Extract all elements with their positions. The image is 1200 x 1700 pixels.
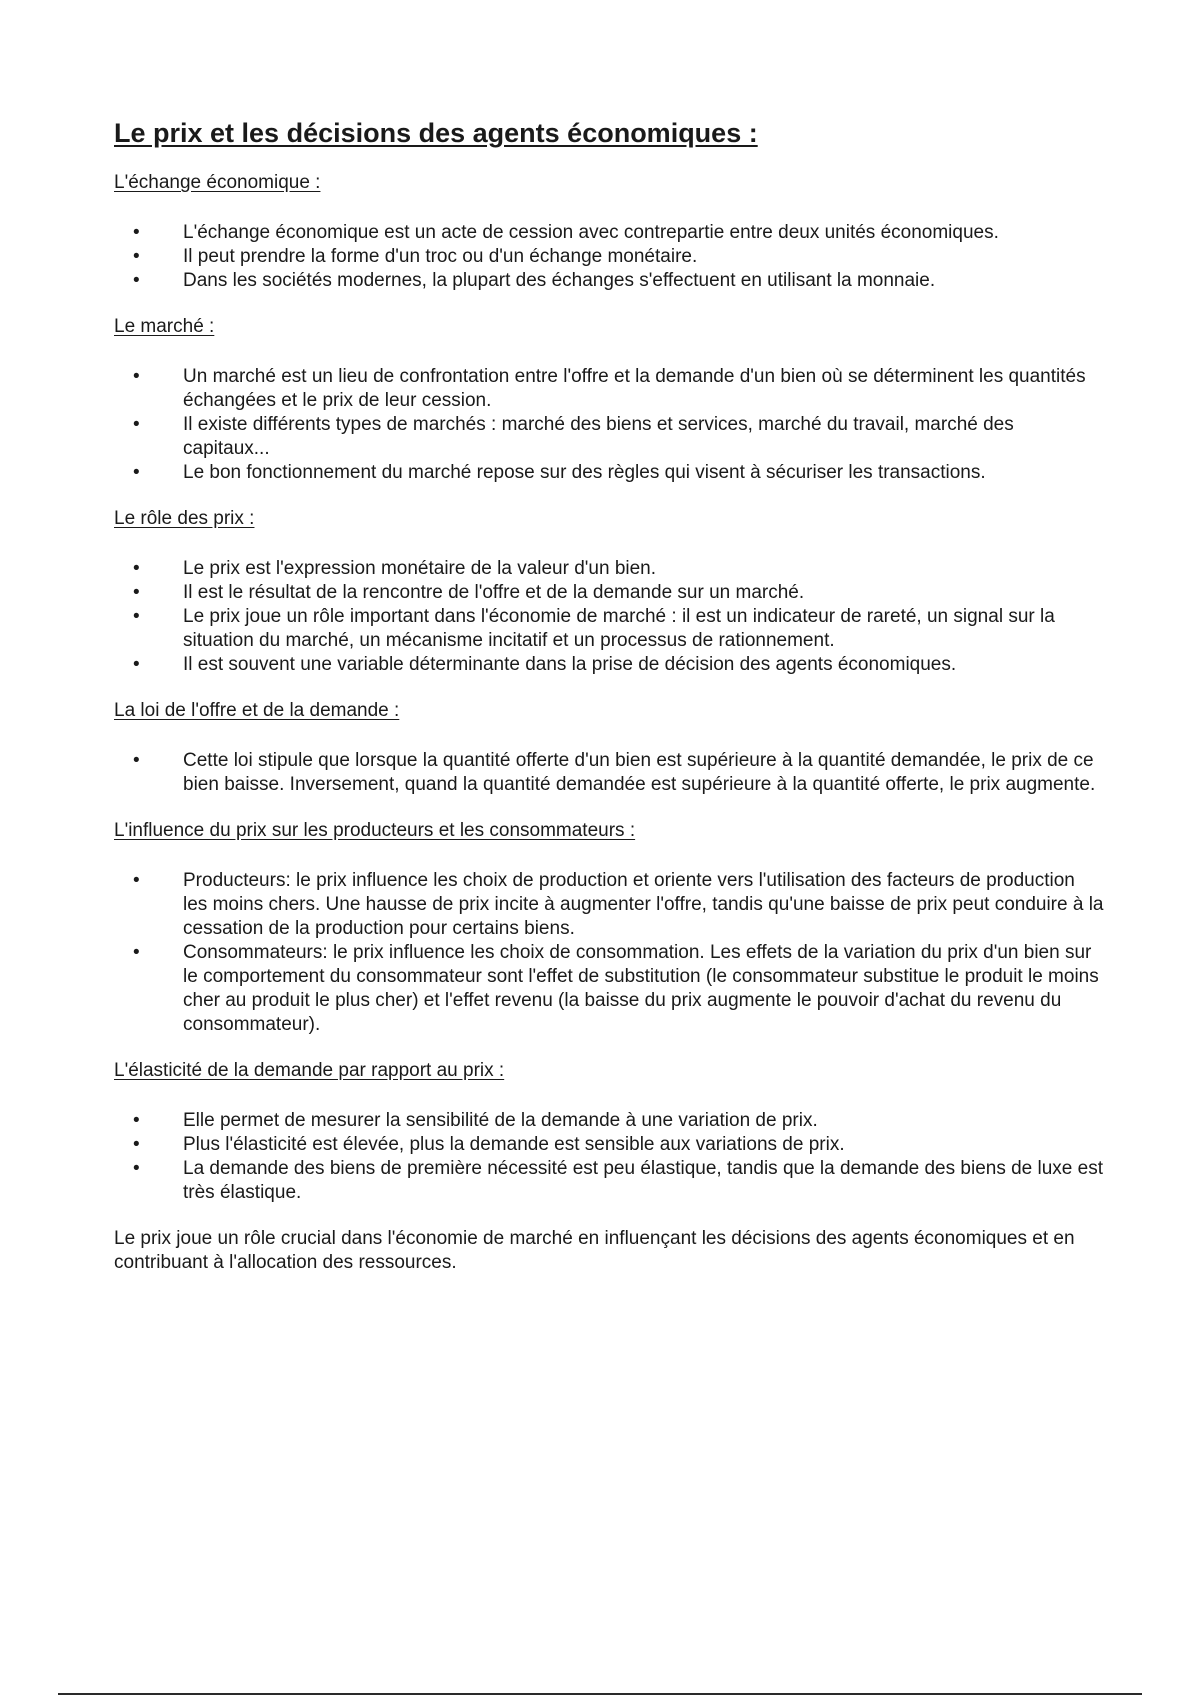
bullet-list	[114, 365, 1104, 485]
section-role-prix	[114, 507, 1104, 677]
bullet-list	[114, 749, 1104, 797]
list-item: • Il est le résultat de la rencontre de l'offre et de la demande sur un marché.	[114, 581, 1104, 605]
list-item: • Le bon fonctionnement du marché repose sur des règles qui visent à sécuriser les transactions.	[114, 461, 1104, 485]
section-marche	[114, 315, 1104, 485]
list-item: • Dans les sociétés modernes, la plupart des échanges s'effectuent en utilisant la monnaie.	[114, 269, 1104, 293]
list-item: • Un marché est un lieu de confrontation entre l'offre et la demande d'un bien où se déterminent les quantités échangées et le prix de leur cession.	[114, 365, 1104, 413]
bullet-list	[114, 869, 1104, 1037]
section-heading: L'élasticité de la demande par rapport au prix :	[114, 1060, 505, 1081]
page-title: Le prix et les décisions des agents économiques :	[114, 118, 758, 148]
list-item: • Cette loi stipule que lorsque la quantité offerte d'un bien est supérieure à la quantité demandée, le prix de ce bien baisse. Inversement, quand la quantité demandée est supérieure à la quantité offerte, le prix augmente.	[114, 749, 1104, 797]
list-item: • Elle permet de mesurer la sensibilité de la demande à une variation de prix.	[114, 1109, 1104, 1133]
section-heading: Le marché :	[114, 316, 215, 337]
section-elasticite	[114, 1059, 1104, 1205]
list-item: • Il existe différents types de marchés : marché des biens et services, marché du travail, marché des capitaux...	[114, 413, 1104, 461]
section-echange	[114, 171, 1104, 293]
list-item: • Le prix joue un rôle important dans l'économie de marché : il est un indicateur de rareté, un signal sur la situation du marché, un mécanisme incitatif et un processus de rationnement.	[114, 605, 1104, 653]
footer-divider	[58, 1693, 1142, 1695]
list-item: • L'échange économique est un acte de cession avec contrepartie entre deux unités économiques.	[114, 221, 1104, 245]
conclusion-paragraph: Le prix joue un rôle crucial dans l'économie de marché en influençant les décisions des agents économiques et en contribuant à l'allocation des ressources.	[114, 1228, 1075, 1273]
list-item: • Plus l'élasticité est élevée, plus la demande est sensible aux variations de prix.	[114, 1133, 1104, 1157]
section-heading: La loi de l'offre et de la demande :	[114, 700, 400, 721]
section-heading: L'influence du prix sur les producteurs et les consommateurs :	[114, 820, 636, 841]
list-item: • Il est souvent une variable déterminante dans la prise de décision des agents économiques.	[114, 653, 1104, 677]
bullet-list	[114, 1109, 1104, 1205]
list-item: • La demande des biens de première nécessité est peu élastique, tandis que la demande des biens de luxe est très élastique.	[114, 1157, 1104, 1205]
list-item: • Producteurs: le prix influence les choix de production et oriente vers l'utilisation des facteurs de production les moins chers. Une hausse de prix incite à augmenter l'offre, tandis qu'une baisse de prix peut conduire à la cessation de la production pour certains biens.	[114, 869, 1104, 941]
bullet-list	[114, 557, 1104, 677]
section-heading: L'échange économique :	[114, 172, 321, 193]
bullet-list	[114, 221, 1104, 293]
section-heading: Le rôle des prix :	[114, 508, 255, 529]
document-page	[114, 116, 1104, 1275]
section-influence-prix	[114, 819, 1104, 1037]
list-item: • Consommateurs: le prix influence les choix de consommation. Les effets de la variation du prix d'un bien sur le comportement du consommateur sont l'effet de substitution (le consommateur substitue le produit le moins cher au produit le plus cher) et l'effet revenu (la baisse du prix augmente le pouvoir d'achat du revenu du consommateur).	[114, 941, 1104, 1037]
section-loi-offre-demande	[114, 699, 1104, 797]
list-item: • Il peut prendre la forme d'un troc ou d'un échange monétaire.	[114, 245, 1104, 269]
list-item: • Le prix est l'expression monétaire de la valeur d'un bien.	[114, 557, 1104, 581]
